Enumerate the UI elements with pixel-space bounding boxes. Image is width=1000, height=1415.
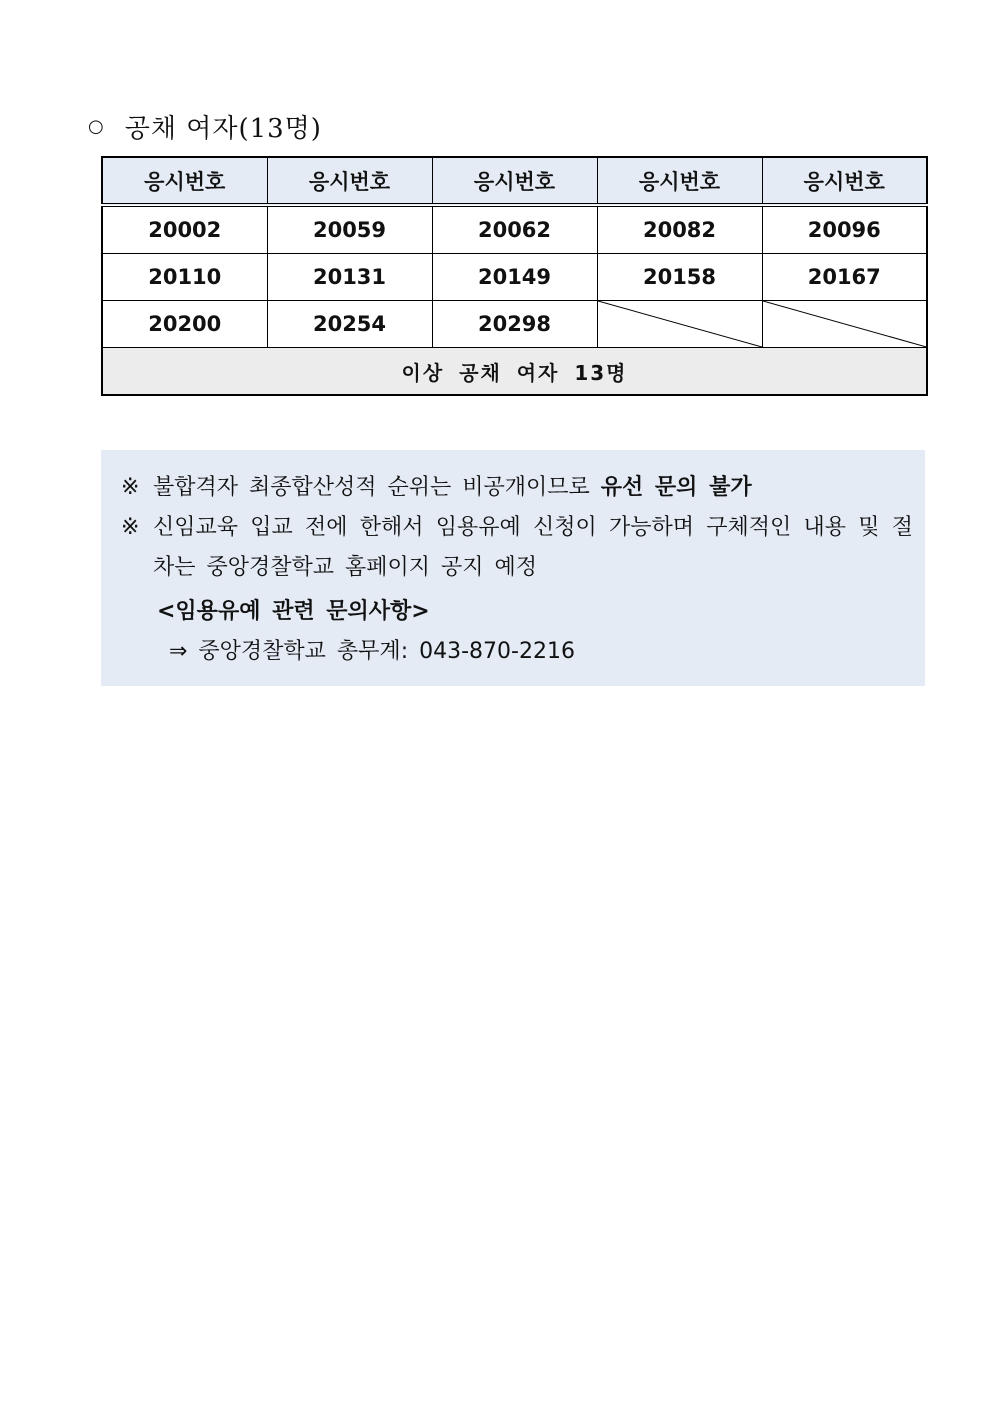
column-header: 응시번호 [102,157,267,205]
results-table [101,156,928,396]
inquiry-title: <임용유예 관련 문의사항> [157,599,430,624]
column-header: 응시번호 [762,157,927,205]
notice-item [121,468,913,508]
inquiry-contact: ⇒ 중앙경찰학교 총무계: 043-870-2216 [169,639,575,664]
notice-box [101,450,925,686]
table-cell: 20200 [102,301,267,348]
table-cell: 20167 [762,254,927,301]
table-cell: 20096 [762,205,927,254]
empty-cell-diagonal [597,301,762,348]
section-title-text: 공채 여자(13명) [124,113,322,144]
notice-text: 신임교육 입교 전에 한해서 임용유예 신청이 가능하며 구체적인 내용 및 절차는 중앙경찰학교 홈페이지 공지 예정 [153,515,913,580]
notice-text-emphasis: 유선 문의 불가 [600,475,752,500]
table-cell: 20254 [267,301,432,348]
table-row [102,254,927,301]
circle-bullet-icon: ○ [88,115,105,137]
table-cell: 20082 [597,205,762,254]
section-title [88,106,322,146]
table-cell: 20059 [267,205,432,254]
notice-text [153,468,913,508]
notice-item [121,508,913,588]
table-row [102,301,927,348]
table-cell: 20002 [102,205,267,254]
table-row [102,205,927,254]
table-header-row [102,157,927,205]
column-header: 응시번호 [267,157,432,205]
diagonal-slash-icon [598,301,762,347]
table-cell: 20110 [102,254,267,301]
table-cell: 20158 [597,254,762,301]
table-cell: 20062 [432,205,597,254]
table-cell: 20149 [432,254,597,301]
table-footer-row [102,348,927,396]
reference-mark-icon: ※ [121,515,140,540]
diagonal-slash-icon [763,301,927,347]
empty-cell-diagonal [762,301,927,348]
table-footer-summary: 이상 공채 여자 13명 [102,348,927,396]
table-cell: 20298 [432,301,597,348]
column-header: 응시번호 [432,157,597,205]
notice-text-regular: 불합격자 최종합산성적 순위는 비공개이므로 [153,475,601,500]
column-header: 응시번호 [597,157,762,205]
reference-mark-icon: ※ [121,475,140,500]
table-cell: 20131 [267,254,432,301]
